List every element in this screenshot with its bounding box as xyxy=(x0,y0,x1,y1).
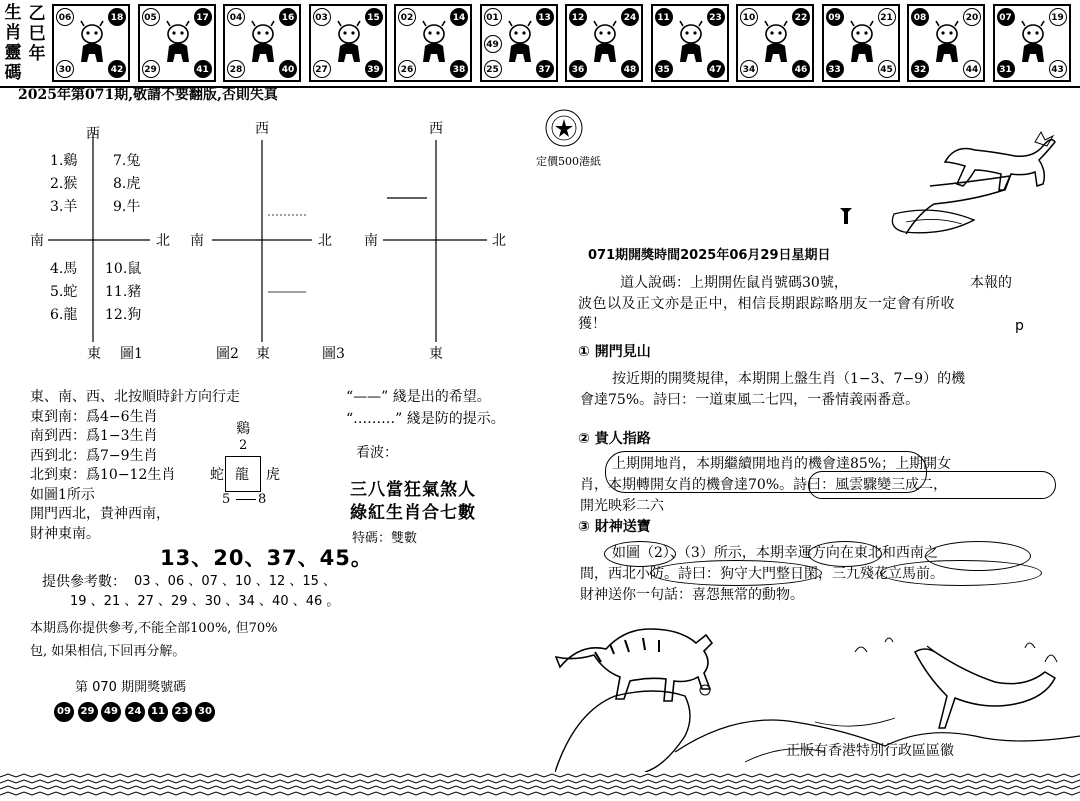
fig3-north: 北 xyxy=(492,233,506,249)
intro-tail: 本報的 xyxy=(970,275,1012,291)
number-ball: 02 xyxy=(398,8,416,26)
section-line: 上期開地肖，本期繼續開地肖的機會達85%；上期開女 xyxy=(612,456,952,472)
zodiac-item: 4.馬 xyxy=(50,261,78,277)
fig1-south: 南 xyxy=(30,233,44,249)
fig1-left-list-bottom xyxy=(50,258,77,327)
number-ball: 47 xyxy=(707,60,725,78)
fig3-label: 圖3 xyxy=(322,346,345,362)
zodiac-cell xyxy=(480,4,558,82)
fig2-north: 北 xyxy=(318,233,332,249)
number-ball: 49 xyxy=(484,35,502,53)
ref-label: 提供參考數： xyxy=(42,574,126,590)
mini-center: 龍 xyxy=(235,467,249,483)
fig1-label: 圖1 xyxy=(120,346,143,362)
zodiac-item: 11.豬 xyxy=(105,284,142,300)
number-ball: 08 xyxy=(911,8,929,26)
mini-right-num: 8 xyxy=(258,492,267,507)
wave-label: 看波： xyxy=(356,445,398,461)
number-ball: 30 xyxy=(56,60,74,78)
number-ball: 01 xyxy=(484,8,502,26)
number-ball: 18 xyxy=(108,8,126,26)
zodiac-cell xyxy=(651,4,729,82)
zodiac-banner xyxy=(0,0,1080,88)
number-ball: 37 xyxy=(536,60,554,78)
number-ball: 29 xyxy=(142,60,160,78)
banner-char: 靈 xyxy=(4,43,22,63)
prev-draw-ball: 29 xyxy=(78,702,98,722)
fig1-west: 西 xyxy=(86,126,100,142)
section-3-head: ③ 財神送寶 xyxy=(578,519,651,535)
rooster-figure xyxy=(844,20,880,68)
number-ball: 38 xyxy=(450,60,468,78)
hand-drawn-circle xyxy=(604,541,676,567)
number-ball: 07 xyxy=(997,8,1015,26)
zodiac-item: 8.虎 xyxy=(113,176,141,192)
section-line: 按近期的開獎規律，本期開上盤生肖（1−3、7−9）的機 xyxy=(612,371,966,387)
fig2-label: 圖2 xyxy=(216,346,239,362)
rule-line: 西到北：爲7−9生肖 xyxy=(30,447,158,464)
number-ball: 36 xyxy=(569,60,587,78)
banner-title-col-1 xyxy=(2,3,24,83)
rule-line: 如圖1所示 xyxy=(30,486,95,503)
zodiac-item: 7.兔 xyxy=(113,153,141,169)
fig3-west: 西 xyxy=(429,121,443,137)
mini-left-num: 5 xyxy=(222,492,231,507)
direction-rules xyxy=(30,388,240,544)
number-ball: 43 xyxy=(1049,60,1067,78)
section-1-head: ① 開門見山 xyxy=(578,344,651,360)
number-ball: 28 xyxy=(227,60,245,78)
number-ball: 11 xyxy=(655,8,673,26)
number-ball: 12 xyxy=(569,8,587,26)
banner-char: 生 xyxy=(4,3,22,23)
banner-char: 肖 xyxy=(4,23,22,43)
snake-figure xyxy=(502,20,538,68)
note-line-1: 本期爲你提供參考,不能全部100%, 但70% xyxy=(30,621,278,636)
number-ball: 09 xyxy=(826,8,844,26)
number-ball: 20 xyxy=(963,8,981,26)
number-ball: 16 xyxy=(279,8,297,26)
legend-solid: “——” 綫是出的希望。 xyxy=(346,389,491,405)
footer-caption: 正版有香港特別行政區區徽 xyxy=(786,743,954,759)
number-ball: 21 xyxy=(878,8,896,26)
section-2-head: ② 貴人指路 xyxy=(578,431,651,447)
fig1-north: 北 xyxy=(156,233,170,249)
mini-top-num: 2 xyxy=(239,438,248,453)
prev-draw-ball: 23 xyxy=(172,702,192,722)
ref-numbers-1: 03 、06 、07 、10 、12 、15 、 xyxy=(134,574,337,589)
zodiac-cell xyxy=(138,4,216,82)
number-ball: 15 xyxy=(365,8,383,26)
mini-top: 鷄 xyxy=(236,421,250,437)
number-ball: 19 xyxy=(1049,8,1067,26)
zodiac-item: 9.牛 xyxy=(113,199,141,215)
ox-figure xyxy=(160,20,196,68)
zodiac-cell xyxy=(822,4,900,82)
zodiac-cell xyxy=(52,4,130,82)
zodiac-item: 5.蛇 xyxy=(50,284,78,300)
number-ball: 27 xyxy=(313,60,331,78)
banner-title xyxy=(0,2,50,84)
fig3-east: 東 xyxy=(429,346,443,362)
legend-dotted: “………” 綫是防的提示。 xyxy=(346,411,505,427)
hand-drawn-circle xyxy=(808,541,882,567)
special-code: 特碼：雙數 xyxy=(352,531,418,546)
number-ball: 32 xyxy=(911,60,929,78)
prev-draw-ball: 30 xyxy=(195,702,215,722)
goat-figure xyxy=(673,20,709,68)
wave-line xyxy=(0,774,1080,777)
dragon-figure xyxy=(416,20,452,68)
zodiac-item: 6.龍 xyxy=(50,307,78,323)
section-line: 肖，本期轉開女肖的機會達70%。詩曰：風雲驟變三成二， xyxy=(580,477,948,493)
issue-header: 2025年第071期,敬請不要翻版,否則失真 xyxy=(18,87,278,103)
zodiac-cell xyxy=(565,4,643,82)
prev-draw-numbers xyxy=(54,702,224,724)
number-ball: 17 xyxy=(194,8,212,26)
number-ball: 39 xyxy=(365,60,383,78)
stray-mark: p xyxy=(1015,318,1024,334)
main-numbers: 13、20、37、45。 xyxy=(160,546,373,570)
section-line: 開光映彩二六 xyxy=(580,498,664,514)
banner-char: 年 xyxy=(28,44,46,64)
prev-draw-ball: 09 xyxy=(54,702,74,722)
fig2-east: 東 xyxy=(256,346,270,362)
zodiac-cell xyxy=(993,4,1071,82)
hk-emblem-icon xyxy=(540,108,590,148)
rule-line: 南到西：爲1−3生肖 xyxy=(30,428,158,444)
fig2-west: 西 xyxy=(255,121,269,137)
number-ball: 35 xyxy=(655,60,673,78)
fig2-south: 南 xyxy=(190,233,204,249)
number-ball: 42 xyxy=(108,60,126,78)
number-ball: 10 xyxy=(740,8,758,26)
rule-line: 開門西北，貴神西南， xyxy=(30,506,170,522)
wave-line xyxy=(0,780,1080,783)
number-ball: 26 xyxy=(398,60,416,78)
wave-line xyxy=(0,792,1080,795)
number-ball: 48 xyxy=(621,60,639,78)
draw-time: 071期開獎時間2025年06月29日星期日 xyxy=(588,248,831,263)
fig1-east: 東 xyxy=(87,346,101,362)
banner-char: 巳 xyxy=(28,24,46,44)
ref-numbers-2: 19 、21 、27 、29 、30 、34 、40 、46 。 xyxy=(70,594,340,609)
prev-draw-ball: 24 xyxy=(125,702,145,722)
section-line: 如圖（2）、（3）所示，本期幸運方向在東北和西南之 xyxy=(612,545,938,561)
number-ball: 13 xyxy=(536,8,554,26)
number-ball: 31 xyxy=(997,60,1015,78)
pig-figure xyxy=(1015,20,1051,68)
number-ball: 14 xyxy=(450,8,468,26)
zodiac-cell xyxy=(907,4,985,82)
fig1-right-list-top xyxy=(113,150,140,219)
rule-line: 北到東：爲10−12生肖 xyxy=(30,467,176,483)
prev-draw-ball: 49 xyxy=(101,702,121,722)
section-1-body xyxy=(580,369,965,411)
number-ball: 03 xyxy=(313,8,331,26)
rule-line: 東、南、西、北按順時針方向行走 xyxy=(30,389,240,405)
zodiac-cell xyxy=(309,4,387,82)
intro-line-2: 波色以及正文亦是正中，相信長期跟踪略朋友一定會有所收 xyxy=(578,296,955,312)
zodiac-cell xyxy=(736,4,814,82)
dog-illustration xyxy=(830,122,1070,242)
hand-drawn-circle xyxy=(650,560,822,586)
number-ball: 04 xyxy=(227,8,245,26)
wave-line xyxy=(0,786,1080,789)
rabbit-figure xyxy=(331,20,367,68)
fig1-left-list-top xyxy=(50,150,77,219)
tiger-figure xyxy=(245,20,281,68)
zodiac-item: 12.狗 xyxy=(105,307,142,323)
number-ball: 05 xyxy=(142,8,160,26)
wave-border xyxy=(0,772,1080,801)
number-ball: 22 xyxy=(792,8,810,26)
zodiac-item: 1.鷄 xyxy=(50,153,78,169)
prev-draw-title: 第 070 期開獎號碼 xyxy=(75,680,187,695)
banner-char: 乙 xyxy=(28,4,46,24)
number-ball: 23 xyxy=(707,8,725,26)
intro-line-1: 道人說碼：上期開佐鼠肖號碼30號， xyxy=(620,275,848,291)
rat-figure xyxy=(74,20,110,68)
zodiac-cell xyxy=(394,4,472,82)
fig1-right-list-bottom xyxy=(105,258,141,327)
number-ball: 24 xyxy=(621,8,639,26)
section-line: 間，西北小防。詩曰：狗守大門整日閑，三九殘花立馬前。 xyxy=(580,566,944,582)
number-ball: 33 xyxy=(826,60,844,78)
banner-title-col-2 xyxy=(26,4,48,64)
number-ball: 06 xyxy=(56,8,74,26)
mini-line xyxy=(236,499,256,500)
zodiac-item: 10.鼠 xyxy=(105,261,142,277)
banner-char: 碼 xyxy=(4,63,22,83)
price-label: 定價500港紙 xyxy=(536,155,601,168)
dog-figure xyxy=(929,20,965,68)
intro-line-3: 獲！ xyxy=(578,316,606,332)
rule-line: 財神東南。 xyxy=(30,525,100,542)
zodiac-item: 2.猴 xyxy=(50,176,78,192)
number-ball: 45 xyxy=(878,60,896,78)
note-line-2: 包, 如果相信,下回再分解。 xyxy=(30,644,186,659)
mini-right: 虎 xyxy=(266,467,280,483)
number-ball: 46 xyxy=(792,60,810,78)
number-ball: 40 xyxy=(279,60,297,78)
zodiac-item: 3.羊 xyxy=(50,199,78,215)
mini-left: 蛇 xyxy=(210,467,224,483)
number-ball: 44 xyxy=(963,60,981,78)
fig3-south: 南 xyxy=(364,233,378,249)
wave-line-1: 三八當狂氣煞人 xyxy=(350,480,476,500)
hand-drawn-circle xyxy=(880,560,1042,586)
number-ball: 41 xyxy=(194,60,212,78)
prev-draw-ball: 11 xyxy=(148,702,168,722)
hand-drawn-circle xyxy=(808,471,1056,499)
number-ball: 25 xyxy=(484,60,502,78)
monkey-figure xyxy=(758,20,794,68)
rule-line: 東到南：爲4−6生肖 xyxy=(30,408,158,425)
zodiac-cell xyxy=(223,4,301,82)
compass-diagrams xyxy=(0,110,540,370)
section-line: 會達75%。詩曰：一道東風二七四，一番情義兩番意。 xyxy=(580,392,920,408)
wave-line-2: 綠紅生肖合七數 xyxy=(350,503,476,523)
section-line: 財神送你一句話：喜怨無常的動物。 xyxy=(580,587,804,603)
number-ball: 34 xyxy=(740,60,758,78)
horse-figure xyxy=(587,20,623,68)
